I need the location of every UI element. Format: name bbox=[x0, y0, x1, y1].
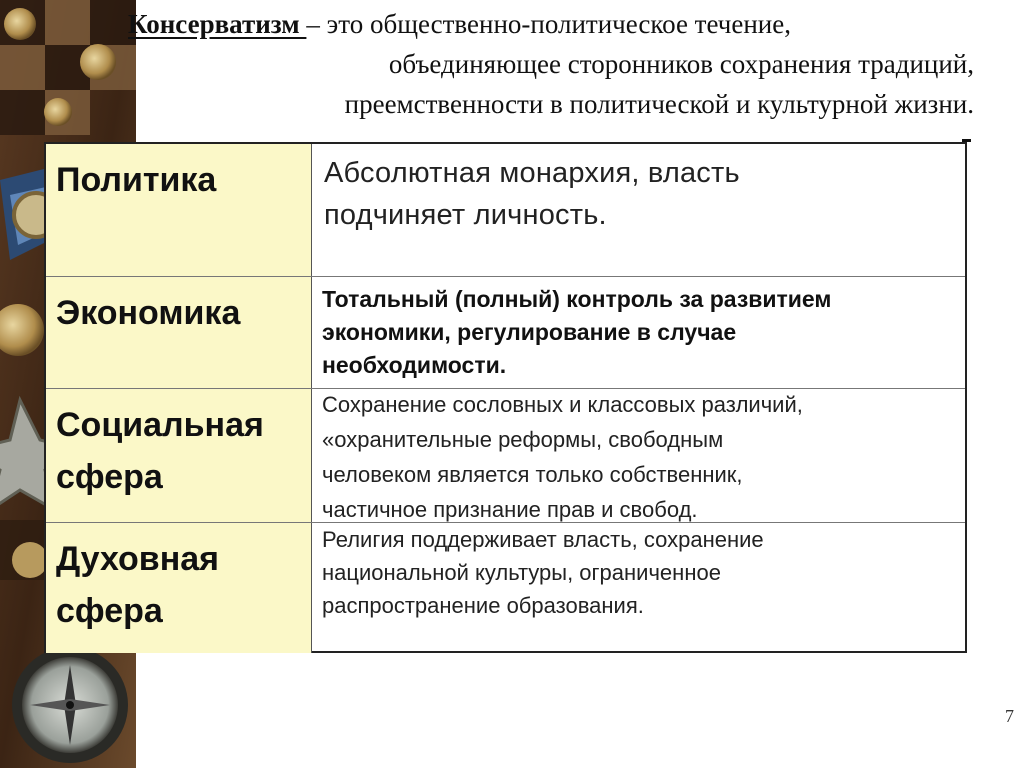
slide-title bbox=[128, 4, 974, 124]
table-row bbox=[46, 389, 965, 523]
row-description-cell bbox=[312, 389, 965, 522]
title-term: Консерватизм bbox=[128, 9, 307, 39]
row-description: Сохранение сословных и классовых различий, «охранительные реформы, свободным человеком является только собственник, частичное признание прав и свобод. bbox=[322, 392, 803, 522]
title-line-3: преемственности в политической и культурной жизни. bbox=[344, 89, 974, 119]
row-heading: Политика bbox=[46, 144, 312, 276]
row-heading: Духовная сфера bbox=[46, 523, 312, 653]
row-description-cell bbox=[312, 144, 965, 276]
row-description: Абсолютная монархия, власть подчиняет личность. bbox=[324, 157, 740, 231]
table-row bbox=[46, 523, 965, 653]
row-description-cell bbox=[312, 523, 965, 653]
table-row bbox=[46, 277, 965, 389]
row-description-cell bbox=[312, 277, 965, 388]
table-row bbox=[46, 144, 965, 277]
row-description: Религия поддерживает власть, сохранение национальной культуры, ограниченное распространение образования. bbox=[322, 527, 764, 618]
row-description: Тотальный (полный) контроль за развитием экономики, регулирование в случае необходимости. bbox=[322, 286, 832, 378]
title-line-1-text: – это общественно-политическое течение, bbox=[306, 9, 791, 39]
title-line-2: объединяющее сторонников сохранения традиций, bbox=[388, 49, 974, 79]
row-heading: Экономика bbox=[46, 277, 312, 388]
conservatism-table bbox=[44, 142, 967, 653]
page-number: 7 bbox=[1005, 706, 1014, 726]
row-heading: Социальная сфера bbox=[46, 389, 312, 522]
title-line-1 bbox=[128, 4, 974, 44]
